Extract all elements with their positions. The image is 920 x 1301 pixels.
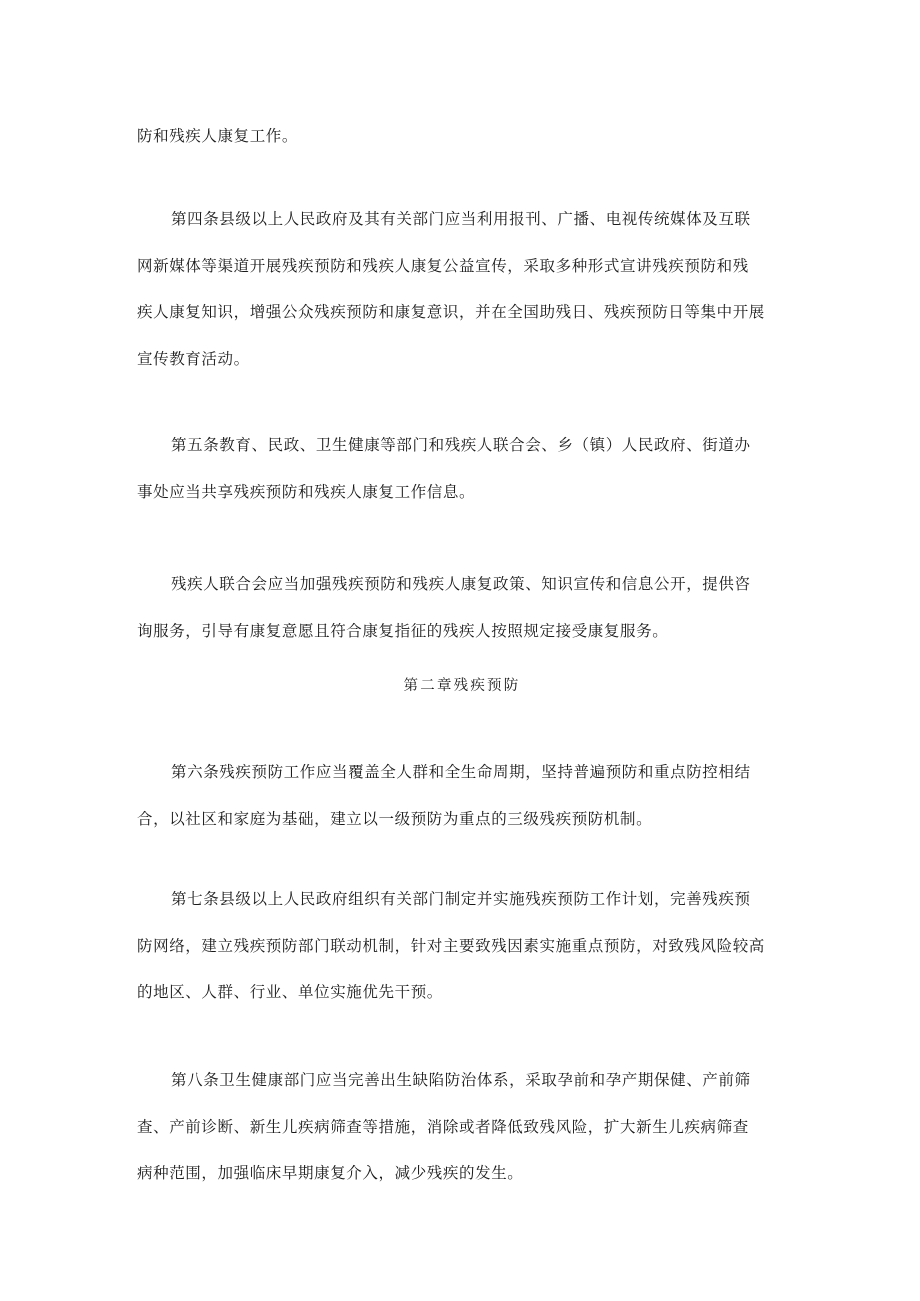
article-8-paragraph <box>137 1057 787 1197</box>
text-line: 防和残疾人康复工作。 <box>137 127 299 145</box>
article-7-paragraph <box>137 876 787 1016</box>
article-5-paragraph <box>137 422 787 515</box>
text-line: 第八条卫生健康部门应当完善出生缺陷防治体系，采取孕前和孕产期保健、产前筛 <box>171 1071 751 1089</box>
text-line: 合，以社区和家庭为基础，建立以一级预防为重点的三级残疾预防机制。 <box>137 809 653 828</box>
chapter-title: 第二章残疾预防 <box>403 678 521 694</box>
article-6-paragraph <box>137 749 787 842</box>
article-4-paragraph <box>137 196 787 382</box>
disabled-persons-federation-paragraph <box>137 561 787 654</box>
text-line: 防网络，建立残疾预防部门联动机制，针对主要致残因素实施重点预防，对致残风险较高 <box>137 936 765 955</box>
text-line: 查、产前诊断、新生儿疾病筛查等措施，消除或者降低致残风险，扩大新生儿疾病筛查 <box>137 1117 749 1136</box>
text-line: 病种范围，加强临床早期康复介入，减少残疾的发生。 <box>137 1164 524 1182</box>
text-line: 询服务，引导有康复意愿且符合康复指征的残疾人按照规定接受康复服务。 <box>137 621 669 640</box>
text-line: 第六条残疾预防工作应当覆盖全人群和全生命周期，坚持普遍预防和重点防控相结 <box>171 763 751 781</box>
paragraph-fragment <box>137 113 787 160</box>
text-line: 事处应当共享残疾预防和残疾人康复工作信息。 <box>137 482 476 501</box>
text-line: 的地区、人群、行业、单位实施优先干预。 <box>137 983 443 1001</box>
text-line: 疾人康复知识，增强公众残疾预防和康复意识，并在全国助残日、残疾预防日等集中开展 <box>137 303 765 321</box>
text-line: 第五条教育、民政、卫生健康等部门和残疾人联合会、乡（镇）人民政府、街道办 <box>171 436 751 454</box>
text-line: 残疾人联合会应当加强残疾预防和残疾人康复政策、知识宣传和信息公开，提供咨 <box>171 575 751 593</box>
text-line: 第七条县级以上人民政府组织有关部门制定并实施残疾预防工作计划，完善残疾预 <box>171 890 751 908</box>
text-line: 宣传教育活动。 <box>137 349 250 368</box>
text-line: 网新媒体等渠道开展残疾预防和残疾人康复公益宣传，采取多种形式宣讲残疾预防和残 <box>137 256 749 275</box>
text-line: 第四条县级以上人民政府及其有关部门应当利用报刊、广播、电视传统媒体及互联 <box>171 210 751 228</box>
